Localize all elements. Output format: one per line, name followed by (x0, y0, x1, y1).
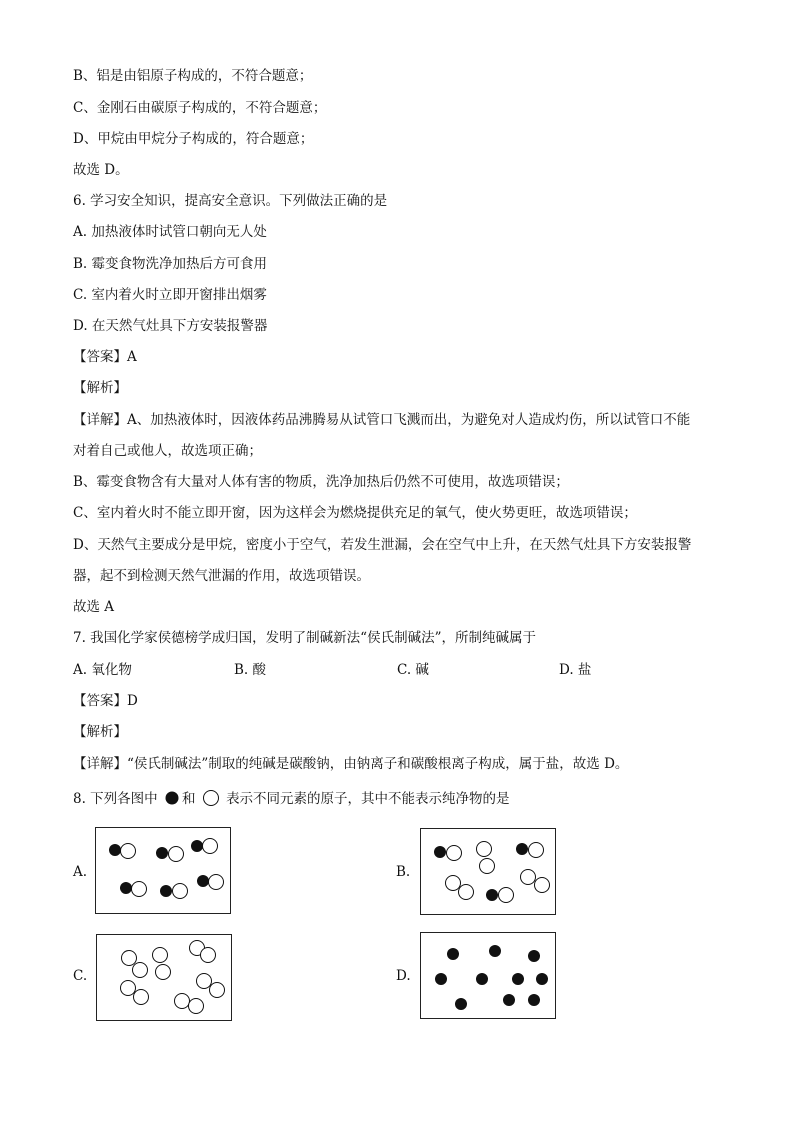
white-atom (203, 839, 218, 854)
q8-suffix: 表示不同元素的原子，其中不能表示纯净物的是 (226, 791, 510, 807)
figure-d-box (420, 932, 556, 1019)
black-atom (486, 889, 498, 901)
q6-option-b: B. 霉变食物洗净加热后方可食用 (73, 256, 268, 272)
white-atom (197, 974, 212, 989)
black-atom (536, 973, 548, 985)
white-atom (134, 990, 149, 1005)
figure-b-label: B. (396, 864, 411, 880)
filled-atom-icon (164, 790, 180, 806)
white-atom (477, 842, 492, 857)
q6-detail-c: C、室内着火时不能立即开窗，因为这样会为燃烧提供充足的氧气，使火势更旺，故选项错误； (73, 505, 637, 521)
white-atom (447, 846, 462, 861)
white-atom (133, 963, 148, 978)
black-atom (512, 973, 524, 985)
black-atom (528, 950, 540, 962)
white-atom (153, 948, 168, 963)
q7-option-d: D. 盐 (559, 662, 592, 678)
white-atom (121, 844, 136, 859)
figure-b-particles (421, 829, 557, 916)
white-atom (156, 965, 171, 980)
q6-detail-a: 【详解】A、加热液体时，因液体药品沸腾易从试管口飞溅而出，为避免对人造成灼伤，所以试管口不能 (73, 412, 691, 428)
black-atom (160, 885, 172, 897)
white-atom (535, 878, 550, 893)
q7-option-b: B. 酸 (234, 662, 267, 678)
q7-answer: 【答案】D (73, 693, 138, 709)
line-d-methane: D、甲烷由甲烷分子构成的，符合题意； (73, 131, 314, 147)
black-atom (435, 973, 447, 985)
figure-b-box (420, 828, 556, 915)
q6-detail-b: B、霉变食物含有大量对人体有害的物质，洗净加热后仍然不可使用，故选项错误； (73, 474, 569, 490)
white-atom (459, 885, 474, 900)
white-atom (210, 983, 225, 998)
q6-answer: 【答案】A (73, 349, 137, 365)
black-atom (489, 945, 501, 957)
white-atom (189, 999, 204, 1014)
q6-detail-a-cont: 对着自己或他人，故选项正确； (73, 443, 262, 459)
black-atom (197, 875, 209, 887)
q6-detail-d: D、天然气主要成分是甲烷，密度小于空气，若发生泄漏，会在空气中上升，在天然气灶具下方安装报警 (73, 537, 692, 553)
figure-a-label: A. (73, 864, 88, 880)
hollow-atom-icon (202, 789, 220, 807)
black-atom (447, 948, 459, 960)
white-atom (521, 870, 536, 885)
figure-c-label: C. (73, 968, 88, 984)
white-atom (201, 948, 216, 963)
black-atom (156, 847, 168, 859)
line-b-aluminum: B、铝是由铝原子构成的，不符合题意； (73, 68, 313, 84)
figure-d-label: D. (396, 968, 411, 984)
figure-a-particles (96, 828, 232, 915)
black-atom (455, 998, 467, 1010)
q6-analysis-heading: 【解析】 (73, 380, 127, 396)
q8-and: 和 (181, 791, 196, 807)
white-atom (122, 951, 137, 966)
q7-option-c: C. 碱 (397, 662, 429, 678)
black-atom (191, 840, 203, 852)
white-atom (446, 876, 461, 891)
white-atom (529, 843, 544, 858)
q7-detail: 【详解】“侯氏制碱法”制取的纯碱是碳酸钠，由钠离子和碳酸根离子构成，属于盐，故选 D。 (73, 756, 629, 772)
line-c-diamond: C、金刚石由碳原子构成的，不符合题意； (73, 100, 327, 116)
white-atom (173, 884, 188, 899)
q8-prefix: 8. 下列各图中 (73, 791, 158, 807)
black-atom (516, 843, 528, 855)
white-atom (132, 882, 147, 897)
white-atom (169, 847, 184, 862)
white-atom (499, 888, 514, 903)
question-8 (73, 789, 510, 809)
q6-option-a: A. 加热液体时试管口朝向无人处 (73, 224, 267, 240)
black-atom (503, 994, 515, 1006)
white-atom (175, 994, 190, 1009)
figure-c-box (96, 934, 232, 1021)
white-atom (480, 859, 495, 874)
figure-a-box (95, 827, 231, 914)
figure-c-particles (97, 935, 233, 1022)
question-7: 7. 我国化学家侯德榜学成归国，发明了制碱新法“侯氏制碱法”，所制纯碱属于 (73, 630, 536, 646)
black-atom (120, 882, 132, 894)
figure-d-particles (421, 933, 557, 1020)
question-6: 6. 学习安全知识，提高安全意识。下列做法正确的是 (73, 193, 388, 209)
q7-option-a: A. 氧化物 (73, 662, 132, 678)
black-atom (109, 844, 121, 856)
line-choose-d: 故选 D。 (73, 162, 129, 178)
white-atom (209, 875, 224, 890)
black-atom (434, 846, 446, 858)
white-atom (121, 981, 136, 996)
black-atom (476, 973, 488, 985)
black-atom (528, 994, 540, 1006)
q7-analysis-heading: 【解析】 (73, 724, 127, 740)
q6-detail-d-cont: 器，起不到检测天然气泄漏的作用，故选项错误。 (73, 568, 370, 584)
q6-option-c: C. 室内着火时立即开窗排出烟雾 (73, 287, 267, 303)
q6-option-d: D. 在天然气灶具下方安装报警器 (73, 318, 268, 334)
q6-choose-a: 故选 A (73, 599, 115, 615)
